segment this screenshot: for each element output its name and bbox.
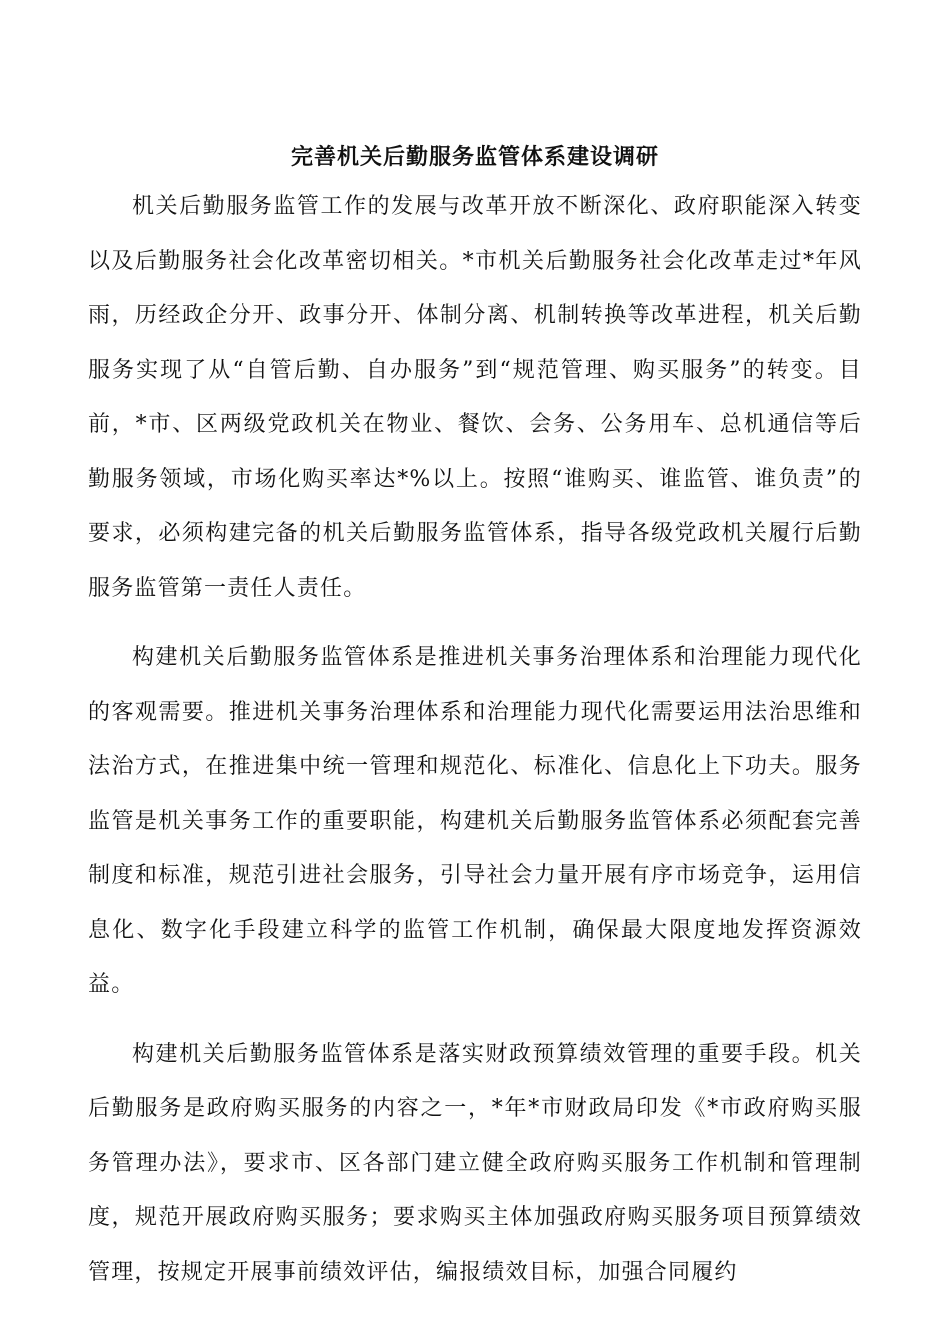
paragraph-3: 构建机关后勤服务监管体系是落实财政预算绩效管理的重要手段。机关后勤服务是政府购买服务的内容之一，*年*市财政局印发《*市政府购买服务管理办法》，要求市、区各部门建立健全政府购买服务工作机制和管理制度，规范开展政府购买服务；要求购买主体加强政府购买服务项目预算绩效管理，按规定开展事前绩效评估，编报绩效目标，加强合同履约 — [88, 1041, 862, 1285]
paragraph-2: 构建机关后勤服务监管体系是推进机关事务治理体系和治理能力现代化的客观需要。推进机关事务治理体系和治理能力现代化需要运用法治思维和法治方式，在推进集中统一管理和规范化、标准化、信息化上下功夫。服务监管是机关事务工作的重要职能，构建机关后勤服务监管体系必须配套完善制度和标准，规范引进社会服务，引导社会力量开展有序市场竞争，运用信息化、数字化手段建立科学的监管工作机制，确保最大限度地发挥资源效益。 — [88, 645, 862, 997]
document-title: 完善机关后勤服务监管体系建设调研 — [290, 144, 659, 170]
paragraph-1: 机关后勤服务监管工作的发展与改革开放不断深化、政府职能深入转变以及后勤服务社会化改革密切相关。*市机关后勤服务社会化改革走过*年风雨，历经政企分开、政事分开、体制分离、机制转换等改革进程，机关后勤服务实现了从“自管后勤、自办服务”到“规范管理、购买服务”的转变。目前，*市、区两级党政机关在物业、餐饮、会务、公务用车、总机通信等后勤服务领域，市场化购买率达*%以上。按照“谁购买、谁监管、谁负责”的要求，必须构建完备的机关后勤服务监管体系，指导各级党政机关履行后勤服务监管第一责任人责任。 — [88, 194, 862, 601]
